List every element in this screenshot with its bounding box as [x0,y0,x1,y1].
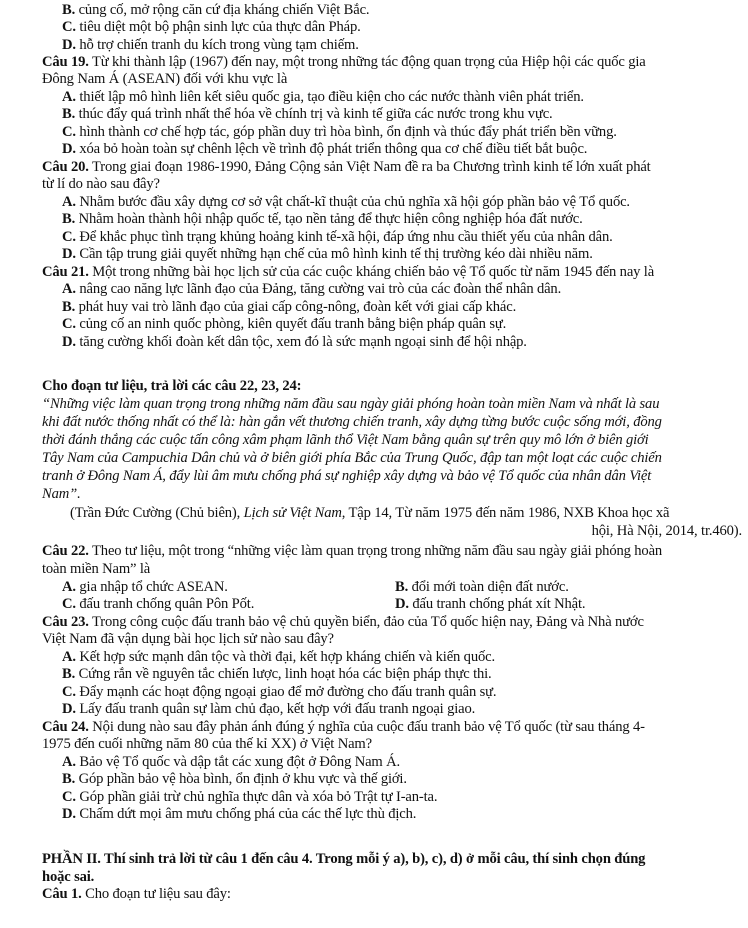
option-letter: C. [62,124,76,140]
q18-option-d [62,37,359,54]
q24-option-d [62,806,416,823]
q18-option-c [62,19,361,36]
q19-option-b [62,106,553,123]
option-text: xóa bỏ hoàn toàn sự chênh lệch về trình độ phát triển thông qua cơ chế điều tiết bắt buộc. [75,141,588,157]
option-letter: A. [62,649,76,665]
option-text: Nhằm bước đầu xây dựng cơ sở vật chất-kĩ thuật của chủ nghĩa xã hội góp phần bảo vệ Tổ quốc. [75,194,630,210]
option-text: nâng cao năng lực lãnh đạo của Đảng, tăng cường vai trò của các đoàn thể nhân dân. [75,281,562,297]
option-letter: D. [62,334,76,350]
passage-quote-line: khi đất nước thống nhất có thể là: hàn gắn vết thương chiến tranh, xây dựng từng bước cuộc sống mới, đồng [42,414,662,430]
q23-stem-cont [42,631,334,648]
option-letter: D. [395,596,409,612]
part2-q1-stem [42,886,231,903]
option-letter: B. [62,211,76,227]
question-text: từ lí do nào sau đây? [42,176,160,192]
q19-stem [42,54,646,71]
passage-quote-line: Nam”. [42,486,81,502]
question-text: Việt Nam đã vận dụng bài học lịch sử nào sau đây? [42,631,334,647]
option-text: Để khắc phục tình trạng khủng hoảng kinh tế-xã hội, đáp ứng nhu cầu thiết yếu của nhân dân. [75,229,613,245]
q22-option-d [395,596,585,613]
option-text: gia nhập tổ chức ASEAN. [75,579,228,595]
question-text: Nội dung nào sau đây phản ánh đúng ý nghĩa của cuộc đấu tranh bảo vệ Tổ quốc (từ sau tháng 4- [88,719,645,735]
option-text: hình thành cơ chế hợp tác, góp phần duy trì hòa bình, ổn định và thúc đẩy phát triển bền vững. [75,124,617,140]
option-letter: A. [62,89,76,105]
q19-option-a [62,89,584,106]
option-letter: D. [62,806,76,822]
option-text: tăng cường khối đoàn kết dân tộc, xem đó là sức mạnh ngoại sinh để hội nhập. [75,334,527,350]
option-letter: A. [62,579,76,595]
option-text: đấu tranh chống phát xít Nhật. [408,596,586,612]
option-letter: A. [62,194,76,210]
question-text: Đông Nam Á (ASEAN) đối với khu vực là [42,71,288,87]
source-title: Lịch sử Việt Nam [243,505,342,521]
question-text: Cho đoạn tư liệu sau đây: [81,886,231,902]
option-letter: A. [62,754,76,770]
option-text: đổi mới toàn diện đất nước. [408,579,569,595]
part2-heading-text: PHẦN II. Thí sinh trả lời từ câu 1 đến câu 4. Trong mỗi ý a), b), c), d) ở mỗi câu, thí sinh chọn đúng [42,851,646,867]
passage-source [70,505,669,522]
q23-option-c [62,684,496,701]
part2-heading-text: hoặc sai. [42,869,95,885]
option-text: Bảo vệ Tổ quốc và dập tắt các xung đột ở Đông Nam Á. [75,754,401,770]
option-text: củng cố an ninh quốc phòng, kiên quyết đấu tranh bằng biện pháp quân sự. [75,316,507,332]
q24-option-a [62,754,400,771]
q20-option-a [62,194,630,211]
option-letter: C. [62,789,76,805]
option-text: hỗ trợ chiến tranh du kích trong vùng tạm chiếm. [75,37,359,53]
option-text: thúc đẩy quá trình nhất thể hóa về chính trị và kinh tế giữa các nước trong khu vực. [75,106,553,122]
option-text: Chấm dứt mọi âm mưu chống phá của các thế lực thù địch. [75,806,417,822]
option-text: thiết lập mô hình liên kết siêu quốc gia, tạo điều kiện cho các nước thành viên phát triển. [75,89,584,105]
question-text: toàn miền Nam” là [42,561,151,577]
passage-heading-text: Cho đoạn tư liệu, trả lời các câu 22, 23, 24: [42,378,302,394]
option-letter: B. [62,106,76,122]
option-text: củng cố, mở rộng căn cứ địa kháng chiến Việt Bắc. [75,2,370,18]
passage-heading [42,378,301,395]
question-text: Từ khi thành lập (1967) đến nay, một trong những tác động quan trọng của Hiệp hội các quốc gia [88,54,646,70]
q21-option-a [62,281,561,298]
option-letter: D. [62,701,76,717]
q24-stem-cont [42,736,372,753]
option-text: Đẩy mạnh các hoạt động ngoại giao để mở đường cho đấu tranh quân sự. [75,684,497,700]
option-text: Cần tập trung giải quyết những hạn chế của mô hình kinh tế thị trường kéo dài nhiều năm. [75,246,593,262]
q19-stem-cont [42,71,287,88]
q18-option-b [62,2,369,19]
passage-quote-line: thời đánh thắng các cuộc tấn công xâm phạm lãnh thổ Việt Nam bằng quân sự trên quy mô lớn ở biên giới [42,432,649,448]
option-text: Cứng rắn về nguyên tắc chiến lược, linh hoạt hóa các biện pháp thực thi. [75,666,492,682]
question-text: Theo tư liệu, một trong “những việc làm quan trọng trong những năm đầu sau ngày giải phóng hoàn [88,543,663,559]
q23-option-b [62,666,492,683]
q22-option-b [395,579,569,596]
question-text: Trong công cuộc đấu tranh bảo vệ chủ quyền biển, đảo của Tổ quốc hiện nay, Đảng và Nhà nước [88,614,644,630]
option-letter: B. [395,579,409,595]
question-label: Câu 19. [42,54,89,70]
option-text: Góp phần bảo vệ hòa bình, ổn định ở khu vực và thế giới. [75,771,407,787]
q19-option-c [62,124,617,141]
option-text: Kết hợp sức mạnh dân tộc và thời đại, kết hợp kháng chiến và kiến quốc. [75,649,495,665]
q20-stem [42,159,651,176]
option-letter: C. [62,596,76,612]
question-text: Trong giai đoạn 1986-1990, Đảng Cộng sản Việt Nam đề ra ba Chương trình kinh tế lớn xuất phát [88,159,651,175]
q24-option-c [62,789,437,806]
question-label: Câu 21. [42,264,89,280]
question-label: Câu 23. [42,614,89,630]
q22-option-c [62,596,254,613]
question-text: Một trong những bài học lịch sử của các cuộc kháng chiến bảo vệ Tổ quốc từ năm 1945 đến nay là [88,264,655,280]
q22-stem [42,543,662,560]
option-letter: D. [62,141,76,157]
option-letter: C. [62,316,76,332]
q21-option-c [62,316,506,333]
q21-option-d [62,334,527,351]
passage-quote-line: Tây Nam của Campuchia Dân chủ và ở biên giới phía Bắc của Trung Quốc, đập tan một loạt các cuộc chiến [42,450,662,466]
q20-stem-cont [42,176,160,193]
passage-source-cont: hội, Hà Nội, 2014, tr.460). [591,523,742,539]
source-prefix: (Trần Đức Cường (Chủ biên), [70,505,244,521]
option-text: Lấy đấu tranh quân sự làm chủ đạo, kết hợp với đấu tranh ngoại giao. [75,701,476,717]
q24-option-b [62,771,407,788]
source-suffix: , Tập 14, Từ năm 1975 đến năm 1986, NXB Khoa học xã [341,505,670,521]
q24-stem [42,719,645,736]
q21-option-b [62,299,516,316]
option-letter: A. [62,281,76,297]
option-text: Góp phần giải trừ chủ nghĩa thực dân và xóa bỏ Trật tự I-an-ta. [75,789,438,805]
q22-stem-cont [42,561,150,578]
option-text: phát huy vai trò lãnh đạo của giai cấp công-nông, đoàn kết với giai cấp khác. [75,299,517,315]
option-letter: B. [62,2,76,18]
question-text: 1975 đến cuối những năm 80 của thế kỉ XX) ở Việt Nam? [42,736,372,752]
q23-option-d [62,701,475,718]
q22-option-a [62,579,228,596]
q20-option-c [62,229,613,246]
passage-quote-line: tranh ở Đông Nam Á, đẩy lùi âm mưu chống phá sự nghiệp xây dựng và bảo vệ Tổ quốc của nhân dân Việt [42,468,652,484]
q21-stem [42,264,654,281]
option-letter: B. [62,299,76,315]
option-letter: B. [62,666,76,682]
q20-option-d [62,246,593,263]
question-label: Câu 1. [42,886,82,902]
q23-stem [42,614,644,631]
option-letter: B. [62,771,76,787]
question-label: Câu 20. [42,159,89,175]
q23-option-a [62,649,495,666]
option-text: tiêu diệt một bộ phận sinh lực của thực dân Pháp. [75,19,361,35]
passage-quote-line: “Những việc làm quan trọng trong những năm đầu sau ngày giải phóng hoàn toàn miền Nam và nhất là sau [42,396,660,412]
question-label: Câu 22. [42,543,89,559]
part2-heading [42,851,645,868]
option-letter: C. [62,684,76,700]
part2-heading-cont [42,869,94,886]
option-letter: C. [62,229,76,245]
question-label: Câu 24. [42,719,89,735]
q19-option-d [62,141,587,158]
option-letter: C. [62,19,76,35]
option-text: đấu tranh chống quân Pôn Pốt. [75,596,255,612]
option-text: Nhằm hoàn thành hội nhập quốc tế, tạo nền tảng để thực hiện công nghiệp hóa đất nước. [75,211,583,227]
q20-option-b [62,211,583,228]
option-letter: D. [62,246,76,262]
option-letter: D. [62,37,76,53]
